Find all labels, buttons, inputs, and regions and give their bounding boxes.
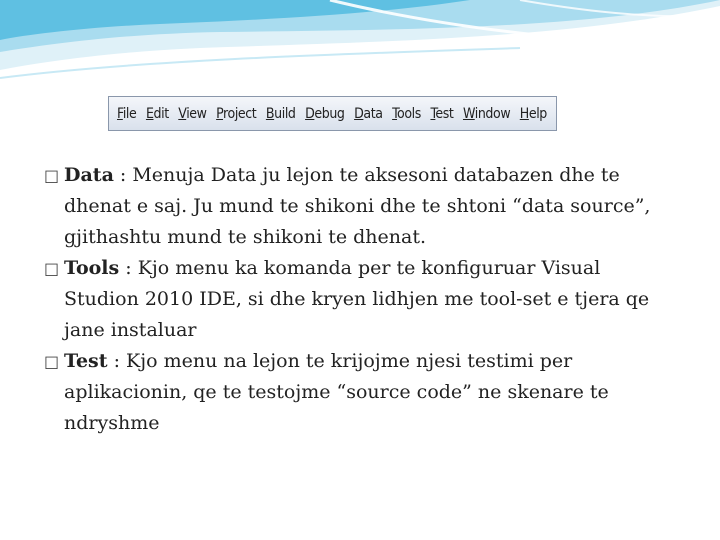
entry-title: Tools — [64, 257, 120, 279]
bullet-icon: □ — [44, 166, 60, 185]
bullet-icon: □ — [44, 352, 60, 371]
menu-tools: Tools — [392, 105, 421, 122]
menu-edit: Edit — [145, 105, 169, 122]
bullet-icon: □ — [44, 259, 60, 278]
menu-file: File — [117, 105, 137, 122]
entry-body: : Kjo menu ka komanda per te konfiguruar Visual Studion 2010 IDE, si dhe kryen lidhjen me tool-set e tjera qe jane instaluar — [64, 257, 650, 341]
slide-body — [44, 160, 674, 439]
entry-title: Data — [64, 164, 114, 186]
menu-debug: Debug — [305, 105, 345, 122]
entry-body: : Menuja Data ju lejon te aksesoni databazen dhe te dhenat e saj. Ju mund te shikoni dhe te shtoni “data source”, gjithashtu mund te shikoni te dhenat. — [64, 164, 651, 248]
menu-help: Help — [519, 105, 547, 122]
menu-build: Build — [265, 105, 296, 122]
entry-body: : Kjo menu na lejon te krijojme njesi testimi per aplikacionin, qe te testojme “source code” ne skenare te ndryshme — [64, 350, 609, 434]
entry-data — [44, 160, 674, 253]
menu-window: Window — [462, 105, 511, 122]
vs-menu-bar — [108, 96, 557, 131]
menu-data: Data — [354, 105, 383, 122]
menu-project: Project — [216, 105, 257, 122]
menu-test: Test — [430, 105, 454, 122]
menu-view: View — [178, 105, 207, 122]
header-wave-decoration — [0, 0, 720, 90]
entry-title: Test — [64, 350, 108, 372]
entry-test — [44, 346, 674, 439]
entry-tools — [44, 253, 674, 346]
